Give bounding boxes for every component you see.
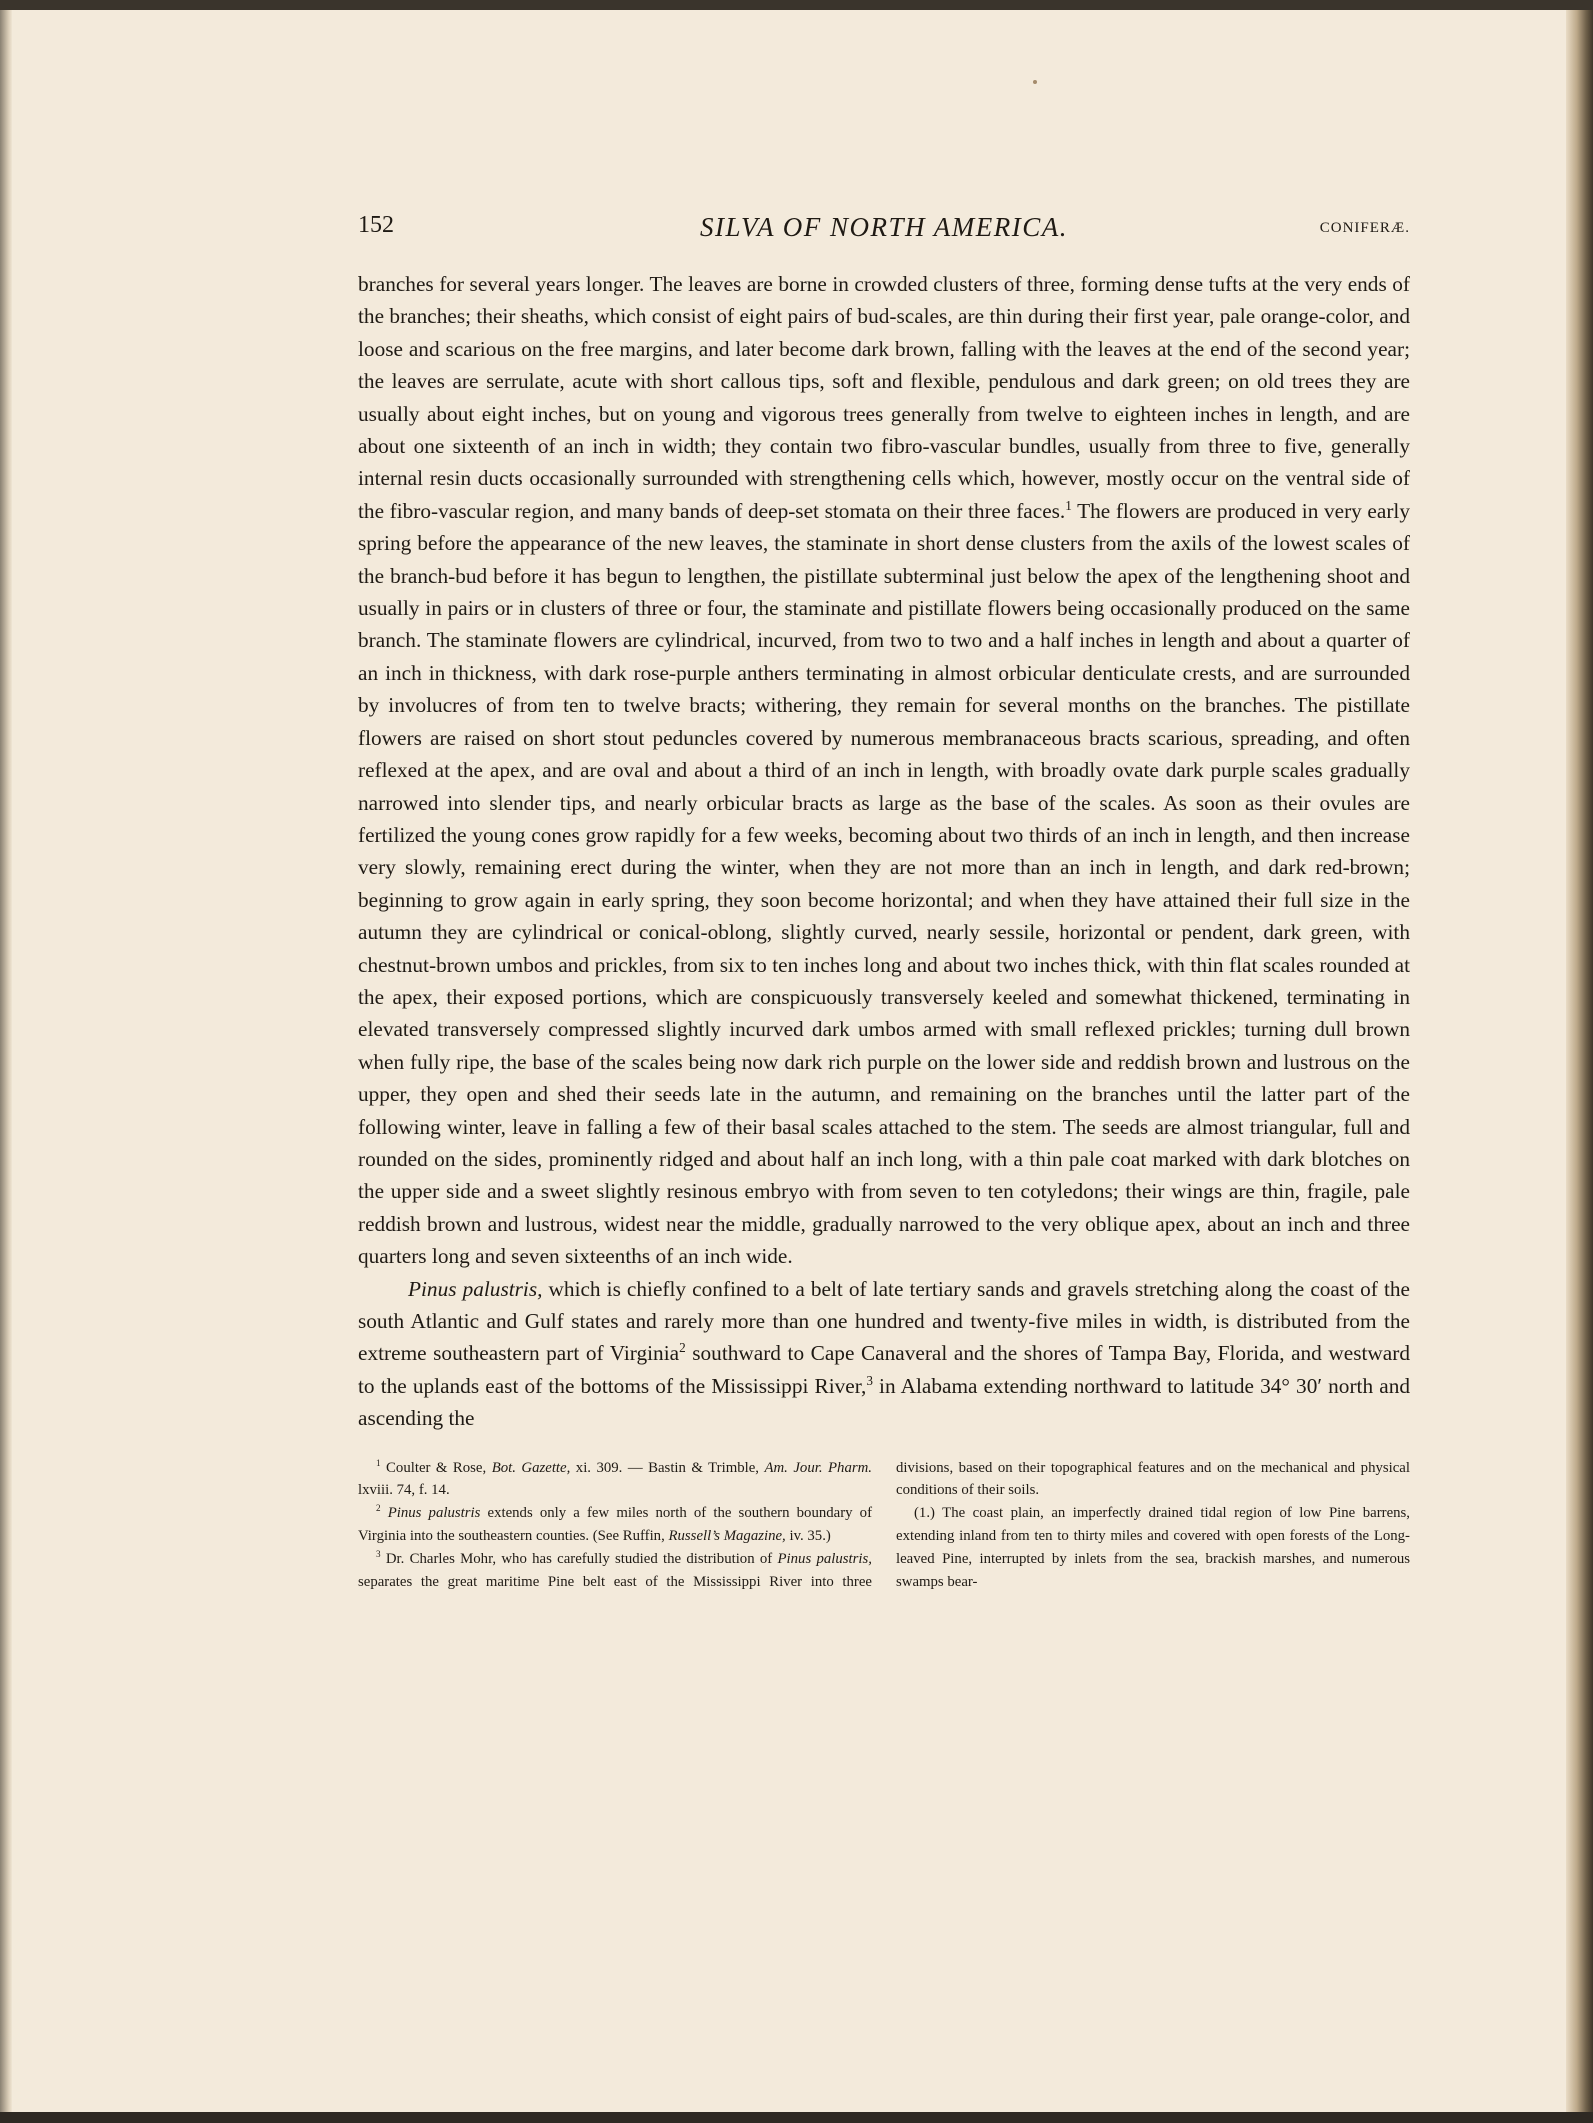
paragraph-2-text-end: in Alabama extending northward to latitude 34° 30′ north and ascending the bbox=[358, 1373, 1410, 1431]
species-name: Pinus palustris, bbox=[777, 1550, 872, 1567]
book-page bbox=[358, 212, 1410, 1593]
body-text bbox=[358, 268, 1410, 1435]
footnote-2-text-end: iv. 35.) bbox=[785, 1528, 831, 1545]
species-name: Pinus palustris, bbox=[408, 1276, 543, 1301]
footnote-1-text-end: lxviii. 74, f. 14. bbox=[358, 1482, 450, 1499]
footnote-mark-3: 3 bbox=[376, 1548, 381, 1559]
footnote-1-text: Coulter & Rose, bbox=[380, 1459, 492, 1476]
footnote-ref-2[interactable]: 2 bbox=[679, 1340, 686, 1356]
scan-edge-bottom bbox=[0, 2112, 1593, 2123]
journal-title: Russell’s Magazine, bbox=[668, 1528, 786, 1545]
paragraph-2-text: which is chiefly confined to a belt of late tertiary sands and gravels stretching along the coast of the south Atlantic and Gulf states and rarely more than one hundred and twenty-five miles in width, is distributed from the extreme southeastern part of Virginia bbox=[358, 1276, 1410, 1366]
paragraph-2-text-cont: southward to Cape Canaveral and the shores of Tampa Bay, Florida, and westward to the uplands east of the bottoms of the Mississippi River, bbox=[358, 1341, 1411, 1398]
species-name: Pinus palustris bbox=[387, 1505, 481, 1522]
footnote-3-text: Dr. Charles Mohr, who has carefully studied the distribution of bbox=[380, 1550, 778, 1567]
journal-title: Am. Jour. Pharm. bbox=[764, 1459, 872, 1476]
running-head bbox=[358, 212, 1410, 246]
footnote-2-text: extends only a few miles north of the southern boundary of Virginia into the southeastern counties. (See Ruffin, bbox=[358, 1505, 872, 1545]
book-spine-edge bbox=[1566, 10, 1593, 2112]
footnote-3-division-1: (1.) The coast plain, an imperfectly drained tidal region of low Pine barrens, extending inland from ten to thirty miles and covered with open forests of the Long-leaved Pine, interrupted by inlets from the sea, brackish marshes, and numerous swamps bear- bbox=[896, 1505, 1410, 1590]
paragraph-1-text-cont: The flowers are produced in very early spring before the appearance of the new leaves, the staminate in short dense clusters from the axils of the lowest scales of the branch-bud before it has begun to lengthen, the pistillate subterminal just below the apex of the lengthening shoot and usually in pairs or in clusters of three or four, the staminate and pistillate flowers being occasionally produced on the same branch. The staminate flowers are cylindrical, incurved, from two to two and a half inches in length and about a quarter of an inch in thickness, with dark rose-purple anthers terminating in almost orbicular denticulate crests, and are surrounded by involucres of from ten to twelve bracts; withering, they remain for several months on the branches. The pistillate flowers are raised on short stout peduncles covered by numerous membranaceous bracts scarious, spreading, and often reflexed at the apex, and are oval and about a third of an inch in length, with broadly ovate dark purple scales gradually narrowed into slender tips, and nearly orbicular bracts as large as the base of the scales. As soon as their ovules are fertilized the young cones grow rapidly for a few weeks, becoming about two thirds of an inch in length, and then increase very slowly, remaining erect during the winter, when they are not more than an inch in length, and dark red-brown; beginning to grow again in early spring, they soon become horizontal; and when they have attained their full size in the autumn they are cylindrical or conical-oblong, slightly curved, nearly sessile, horizontal or pendent, dark green, with chestnut-brown umbos and prickles, from six to ten inches long and about two inches thick, with thin flat scales rounded at the apex, their exposed portions, which are conspicuously transversely keeled and somewhat thickened, terminating in elevated transversely compressed slightly incurved dark umbos armed with small reflexed prickles; turning dull brown when fully ripe, the base of the scales being now dark rich purple on the lower side and reddish brown and lustrous on the upper, they open and shed their seeds late in the autumn, and remaining on the branches until the latter part of the following winter, leave in falling a few of their basal scales attached to the stem. The seeds are almost triangular, full and rounded on the sides, prominently ridged and about half an inch long, with a thin pale coat marked with dark blotches on the upper side and a sweet slightly resinous embryo with from seven to ten cotyledons; their wings are thin, fragile, pale reddish brown and lustrous, widest near the middle, gradually narrowed to the very oblique apex, about an inch and three quarters long and seven sixteenths of an inch wide. bbox=[358, 498, 1410, 1269]
footnote-mark-2: 2 bbox=[376, 1503, 381, 1514]
paragraph-1 bbox=[358, 268, 1410, 1273]
footnote-ref-3[interactable]: 3 bbox=[866, 1372, 873, 1388]
page-number: 152 bbox=[358, 212, 394, 238]
footnote-ref-1[interactable]: 1 bbox=[1065, 497, 1072, 513]
scan-edge-left bbox=[0, 10, 12, 2112]
footnote-mark-1: 1 bbox=[376, 1457, 381, 1468]
footnote-2 bbox=[358, 1502, 872, 1548]
section-label: CONIFERÆ. bbox=[1319, 220, 1410, 236]
paper-speck bbox=[1033, 80, 1037, 84]
paragraph-1-text: branches for several years longer. The leaves are borne in crowded clusters of three, forming dense tufts at the very ends of the branches; their sheaths, which consist of eight pairs of bud-scales, are thin during their first year, pale orange-color, and loose and scarious on the free margins, and later become dark brown, falling with the leaves at the end of the second year; the leaves are serrulate, acute with short callous tips, soft and flexible, pendulous and dark green; on old trees they are usually about eight inches, but on young and vigorous trees generally from twelve to eighteen inches in length, and are about one sixteenth of an inch in width; they contain two fibro-vascular bundles, usually from three to five, generally internal resin ducts occasionally surrounded with strengthening cells which, however, mostly occur on the ventral side of the fibro-vascular region, and many bands of deep-set stomata on their three faces. bbox=[358, 272, 1410, 523]
paragraph-2 bbox=[358, 1273, 1410, 1435]
journal-title: Bot. Gazette, bbox=[491, 1459, 571, 1476]
footnote-1-text-cont: xi. 309. — Bastin & Trimble, bbox=[570, 1459, 765, 1476]
scan-edge-top bbox=[0, 0, 1593, 10]
running-title: SILVA OF NORTH AMERICA. bbox=[700, 212, 1068, 242]
footnote-1 bbox=[358, 1457, 872, 1503]
footnote-3-text-end: separates the great maritime Pine belt east of the Mississippi River into three divisions, based on their topographical features and on the mechanical and physical conditions of their soils. bbox=[358, 1459, 1410, 1590]
footnotes bbox=[358, 1457, 1410, 1594]
